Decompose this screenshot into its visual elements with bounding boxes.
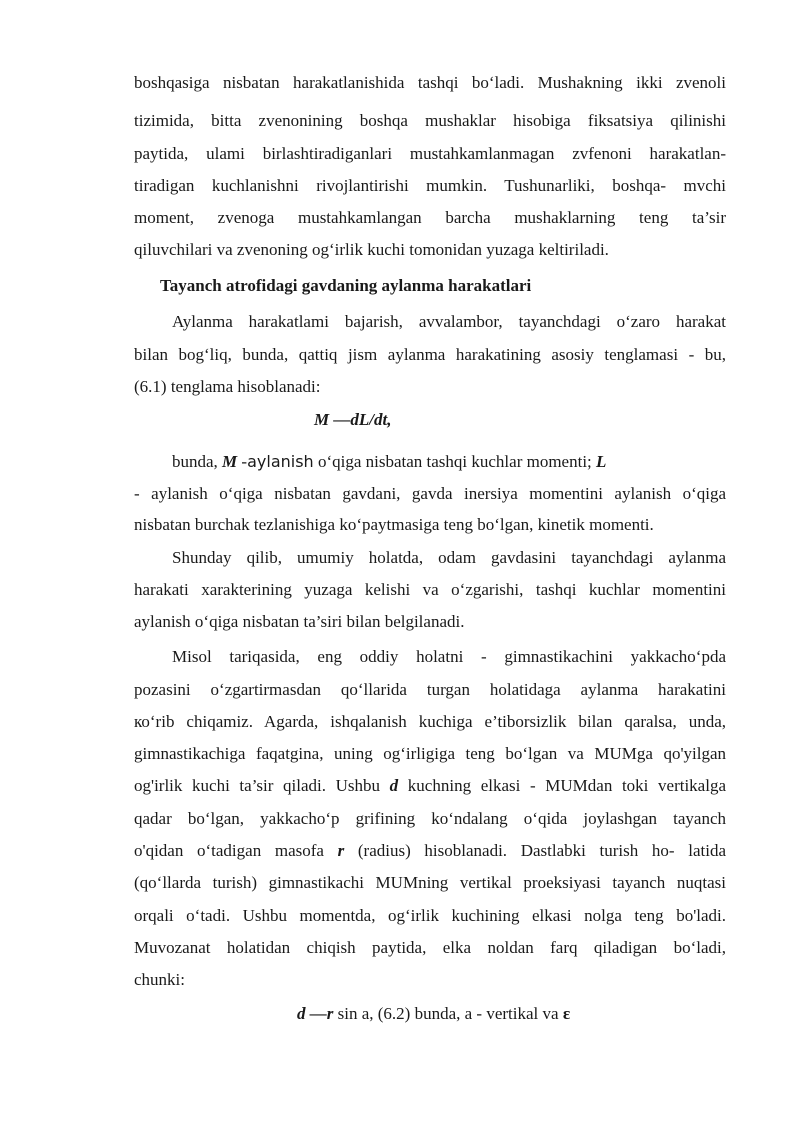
symbol-m: M bbox=[222, 452, 238, 471]
text-span: aylanish bbox=[247, 452, 314, 471]
text-line: orqali o‘tadi. Ushbu momentda, og‘irlik kuchining elkasi nolga teng bo'ladi. bbox=[134, 906, 726, 925]
symbol-epsilon: ɛ bbox=[562, 1004, 571, 1023]
text-line: qadar bo‘lgan, yakkacho‘p grifining ko‘ndalang o‘qida joylashgan tayanch bbox=[134, 809, 726, 828]
symbol-d: d bbox=[389, 776, 399, 795]
text-line bbox=[172, 452, 606, 472]
text-line: ко‘rib chiqamiz. Agarda, ishqalanish kuchiga e’tiborsizlik bilan qaralsa, unda, bbox=[134, 712, 726, 731]
text-span: sin a, (6.2) bunda, a - vertikal va bbox=[333, 1004, 563, 1023]
text-line: aylanish o‘qiga nisbatan ta’siri bilan belgilanadi. bbox=[134, 612, 465, 631]
text-line: (qo‘llarda turish) gimnastikachi MUMning vertikal proeksiyasi tayanch nuqtasi bbox=[134, 873, 726, 892]
text-span: - bbox=[237, 452, 248, 471]
text-line: boshqasiga nisbatan harakatlanishida tashqi bo‘ladi. Mushakning ikki zvenoli bbox=[134, 73, 726, 92]
text-line: qiluvchilari va zvenoning og‘irlik kuchi tomonidan yuzaga keltiriladi. bbox=[134, 240, 609, 259]
text-span: kuchning elkasi - MUMdan toki vertikalga bbox=[398, 776, 726, 795]
text-line: tiradigan kuchlanishni rivojlantirishi mumkin. Tushunarliki, boshqa- mvchi bbox=[134, 176, 726, 195]
text-line: nisbatan burchak tezlanishiga ko‘paytmasiga teng bo‘lgan, kinetik momenti. bbox=[134, 515, 654, 534]
text-line: - aylanish o‘qiga nisbatan gavdani, gavda inersiya momentini aylanish o‘qiga bbox=[134, 484, 726, 503]
text-line: Muvozanat holatidan chiqish paytida, elka noldan farq qiladigan bo‘ladi, bbox=[134, 938, 726, 957]
text-line: pozasini o‘zgartirmasdan qo‘llarida turgan holatidaga aylanma harakatini bbox=[134, 680, 726, 699]
text-line: harakati xarakterining yuzaga kelishi va o‘zgarishi, tashqi kuchlar momentini bbox=[134, 580, 726, 599]
text-span: (radius) hisoblanadi. Dastlabki turish ho- latida bbox=[344, 841, 726, 860]
symbol-r: r bbox=[337, 841, 345, 860]
text-line: (6.1) tenglama hisoblanadi: bbox=[134, 377, 321, 396]
text-line: tizimida, bitta zvenonining boshqa mushaklar hisobiga fiksatsiya qilinishi bbox=[134, 111, 726, 130]
text-line: paytida, ulami birlashtiradiganlari mustahkamlanmagan zvfenoni harakatlan- bbox=[134, 144, 726, 163]
text-span: o‘qiga nisbatan tashqi kuchlar momenti; bbox=[313, 452, 597, 471]
formula-symbols: d —r bbox=[297, 1004, 334, 1023]
text-line: Aylanma harakatlami bajarish, avvalambor, tayanchdagi o‘zaro harakat bbox=[172, 312, 726, 331]
symbol-l: L bbox=[596, 452, 607, 471]
text-line bbox=[134, 776, 726, 796]
text-line: Misol tariqasida, eng oddiy holatni - gimnastikachini yakkacho‘pda bbox=[172, 647, 726, 666]
text-span: bunda, bbox=[172, 452, 223, 471]
formula-6-1: M —dL/dt, bbox=[314, 410, 392, 429]
formula-6-2 bbox=[297, 1004, 570, 1024]
text-line: chunki: bbox=[134, 970, 185, 989]
text-line: moment, zvenoga mustahkamlangan barcha mushaklarning teng ta’sir bbox=[134, 208, 726, 227]
text-span: o'qidan o‘tadigan masofa bbox=[134, 841, 338, 860]
text-line: bilan bog‘liq, bunda, qattiq jism aylanma harakatining asosiy tenglamasi - bu, bbox=[134, 345, 726, 364]
text-line: Shunday qilib, umumiy holatda, odam gavdasini tayanchdagi aylanma bbox=[172, 548, 726, 567]
text-line bbox=[134, 841, 726, 861]
text-line: gimnastikachiga faqatgina, uning og‘irligiga teng bo‘lgan va MUMga qo'yilgan bbox=[134, 744, 726, 763]
section-heading: Tayanch atrofidagi gavdaning aylanma harakatlari bbox=[160, 276, 532, 295]
text-span: og'irlik kuchi ta’sir qiladi. Ushbu bbox=[134, 776, 390, 795]
